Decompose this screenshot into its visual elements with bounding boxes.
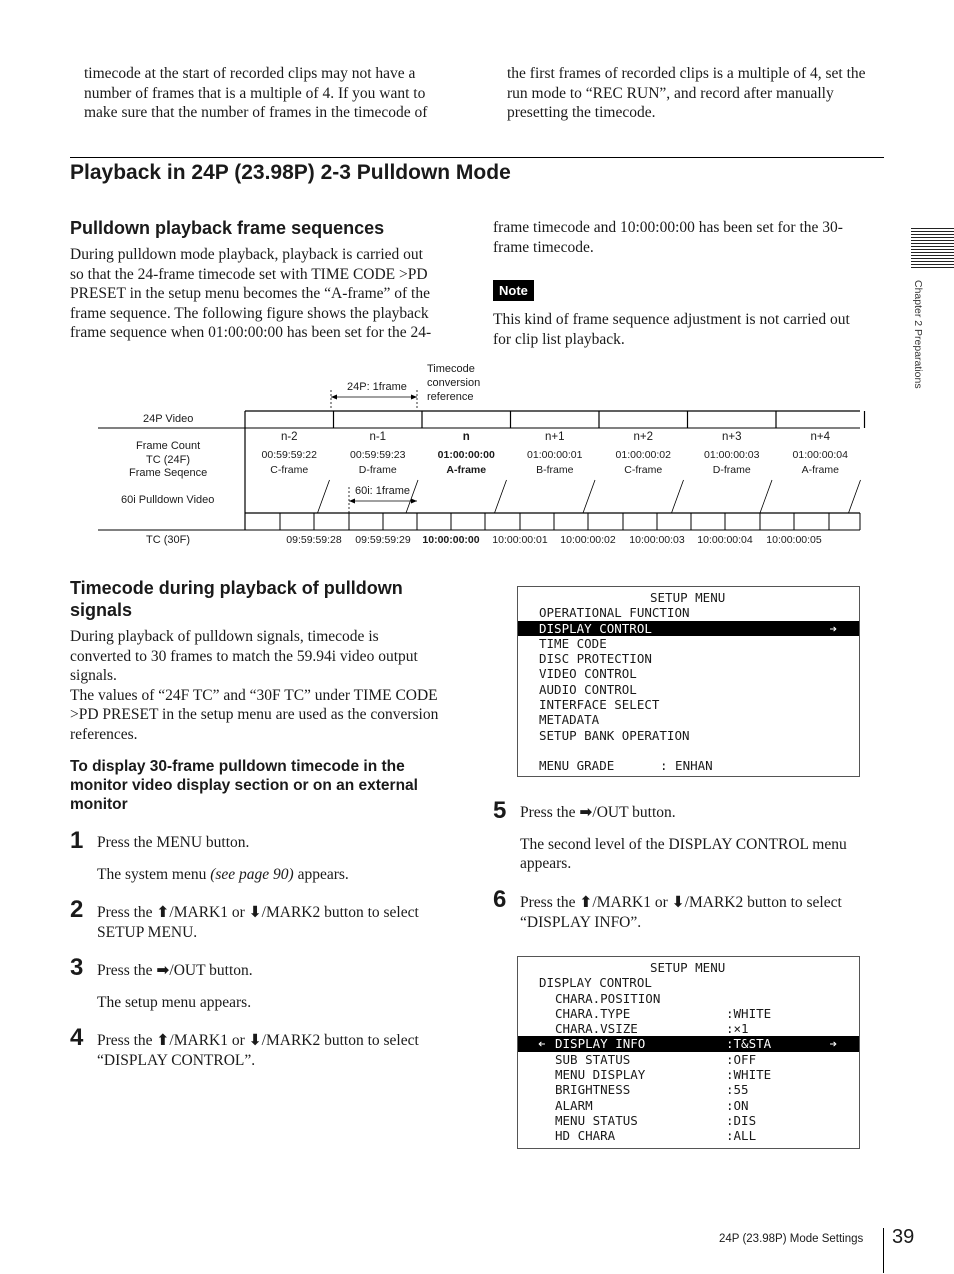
frame-seq: D-frame — [712, 464, 751, 476]
heading-line: Timecode during playback of pulldown — [70, 578, 403, 598]
footer-section: 24P (23.98P) Mode Settings — [719, 1233, 864, 1245]
menu-item-label: DISPLAY INFO — [555, 1036, 646, 1052]
page-number: 39 — [892, 1226, 915, 1248]
menu-item[interactable] — [518, 1128, 859, 1143]
step-number: 4 — [70, 1024, 84, 1051]
section-rule — [70, 157, 884, 158]
text-line: presetting the timecode. — [507, 104, 656, 121]
step-sub: The second level of the DISPLAY CONTROL menu — [520, 835, 847, 853]
text-line: for clip list playback. — [493, 330, 625, 348]
heading-line: To display 30-frame pulldown timecode in the — [70, 758, 405, 775]
text-line: run mode to “REC RUN”, and record after manually — [507, 84, 834, 102]
menu-item-label: HD CHARA — [555, 1128, 616, 1144]
chapter-sidebar — [910, 280, 930, 420]
menu-item[interactable] — [518, 651, 859, 666]
chapter-label: Chapter 2 Preparations — [912, 280, 924, 389]
menu-item[interactable] — [518, 1067, 859, 1082]
step-sub — [97, 865, 477, 885]
text-run: Press the — [520, 804, 580, 821]
menu-item-label: CHARA.VSIZE — [555, 1021, 638, 1037]
text-line: The values of “24F TC” and “30F TC” under TIME CODE — [70, 686, 438, 704]
text-run: Press the — [97, 1032, 157, 1049]
menu-item-value: :WHITE — [726, 1005, 772, 1021]
text-run: appears. — [293, 865, 349, 883]
frame-count: n+1 — [544, 431, 565, 443]
text-run: /OUT button. — [592, 804, 676, 821]
frame-seq: D-frame — [358, 464, 397, 476]
menu-item-value: :DIS — [726, 1112, 757, 1128]
menu-item[interactable] — [518, 605, 859, 620]
step-sub: appears. — [520, 855, 572, 872]
frame-count: n+3 — [721, 431, 742, 443]
step-6 — [520, 893, 900, 932]
arrow-head-right — [411, 395, 417, 400]
tc30-label: 09:59:59:28 — [286, 534, 342, 546]
tc-playback-heading — [70, 577, 470, 621]
pulldown-seq-heading: Pulldown playback frame sequences — [70, 218, 385, 238]
note-badge: Note — [493, 280, 534, 301]
up-arrow-icon: ⬆ — [156, 1031, 170, 1049]
text-run: Press the — [520, 894, 580, 911]
frame-tc24: 01:00:00:02 — [615, 449, 671, 461]
menu-item[interactable] — [518, 1036, 859, 1051]
step-number: 5 — [493, 797, 507, 824]
step-sub: The setup menu appears. — [97, 993, 252, 1011]
menu-items — [518, 605, 859, 743]
row-label-frame-seq: Frame Seqence — [129, 467, 208, 479]
menu-item[interactable] — [518, 1082, 859, 1097]
label-tc-ref-1: Timecode — [427, 363, 475, 375]
text-run: Press the — [97, 962, 157, 979]
right-arrow-icon: ➡ — [579, 803, 593, 821]
row-label-tc24: TC (24F) — [146, 454, 190, 466]
menu-item-label: CHARA.POSITION — [555, 990, 661, 1006]
text-line: During playback of pulldown signals, timecode is — [70, 628, 379, 645]
step-4 — [97, 1031, 477, 1070]
menu-item[interactable] — [518, 636, 859, 651]
note-text — [493, 310, 893, 349]
text-run: The system menu — [97, 865, 211, 883]
text-run: /OUT button. — [169, 962, 253, 979]
text-line: frame sequence. The following figure shows the playback — [70, 304, 429, 322]
step-text: “DISPLAY INFO”. — [520, 913, 642, 931]
chapter-tab-stripes — [911, 228, 954, 270]
up-arrow-icon: ⬆ — [579, 893, 593, 911]
text-line: During pulldown mode playback, playback is carried out — [70, 246, 423, 263]
frame-count: n+4 — [810, 431, 831, 443]
label-tc-ref-3: reference — [427, 391, 474, 403]
footer-rule — [883, 1228, 884, 1273]
page-reference: (see page 90) — [210, 865, 294, 883]
frame-tc24: 00:59:59:23 — [350, 449, 406, 461]
menu-item-label: SUB STATUS — [555, 1051, 631, 1067]
text-line: signals. — [70, 667, 117, 684]
tc-display-subheading — [70, 757, 470, 814]
frame-count: n — [462, 431, 470, 443]
label-60i-frame: 60i: 1frame — [355, 485, 411, 497]
menu-item[interactable] — [518, 682, 859, 697]
tc30-columns — [286, 534, 822, 546]
pulldown-guide-line — [318, 480, 330, 513]
text-run: /MARK1 or — [169, 1032, 249, 1049]
text-run: /MARK1 or — [169, 904, 249, 921]
text-run: /MARK2 button to select — [261, 904, 419, 921]
text-line: the first frames of recorded clips is a multiple of 4, set the — [507, 65, 866, 82]
pulldown-guide-line — [849, 480, 861, 513]
pulldown-guide-line — [495, 480, 507, 513]
menu-item-label: CHARA.TYPE — [555, 1005, 631, 1021]
down-arrow-icon: ⬇ — [671, 893, 685, 911]
pulldown-guide-line — [583, 480, 595, 513]
step-number: 1 — [70, 827, 84, 854]
menu-item-value: :ALL — [726, 1128, 757, 1144]
menu-grade-value: : ENHAN — [660, 758, 713, 774]
menu-item-label: OPERATIONAL FUNCTION — [539, 605, 690, 621]
menu-item[interactable] — [518, 712, 859, 727]
frame-seq: C-frame — [270, 464, 309, 476]
frame-columns — [245, 411, 865, 530]
menu-item-value: :ON — [726, 1097, 749, 1113]
text-line: timecode at the start of recorded clips may not have a — [84, 65, 416, 82]
label-24p-frame: 24P: 1frame — [347, 381, 407, 393]
menu-item-value: :WHITE — [726, 1067, 772, 1083]
frame-seq: A-frame — [801, 464, 839, 476]
step-number: 6 — [493, 886, 507, 913]
pulldown-guide-line — [760, 480, 772, 513]
frame-count: n-2 — [280, 431, 298, 443]
row-label-24p-video: 24P Video — [143, 413, 194, 425]
menu-item[interactable] — [518, 728, 859, 743]
frame-seq: C-frame — [624, 464, 663, 476]
text-line: so that the 24-frame timecode set with TIME CODE >PD — [70, 265, 428, 283]
arrow-head-left — [331, 395, 337, 400]
text-run: /MARK2 button to select — [684, 894, 842, 911]
menu-item-label: INTERFACE SELECT — [539, 697, 660, 713]
menu-item-label: DISPLAY CONTROL — [539, 620, 652, 636]
menu-item-label: DISC PROTECTION — [539, 651, 652, 667]
arrow-head-left — [349, 499, 355, 504]
menu-item-label: ALARM — [555, 1097, 593, 1113]
frame-tc24: 01:00:00:01 — [527, 449, 583, 461]
back-arrow-icon: ➔ — [538, 1036, 546, 1052]
menu-item-value: :55 — [726, 1082, 749, 1098]
menu-item-label: VIDEO CONTROL — [539, 666, 637, 682]
setup-menu-screen-2 — [517, 956, 860, 1149]
menu-item[interactable] — [518, 1098, 859, 1113]
menu-spacer — [518, 743, 859, 758]
menu-item-label: BRIGHTNESS — [555, 1082, 631, 1098]
text-line: frame timecode and 10:00:00:00 has been set for the 30- — [493, 219, 843, 236]
menu-item-label: MENU DISPLAY — [555, 1067, 646, 1083]
menu-item[interactable] — [518, 621, 859, 636]
pulldown-seq-body-right — [493, 218, 893, 257]
menu-item[interactable] — [518, 697, 859, 712]
frame-tc24: 00:59:59:22 — [261, 449, 317, 461]
row-label-frame-count: Frame Count — [136, 440, 201, 452]
step-2 — [97, 903, 477, 942]
menu-item-value: :T&STA — [726, 1036, 772, 1052]
frame-count: n+2 — [633, 431, 654, 443]
text-run: /MARK2 button to select — [261, 1032, 419, 1049]
text-line: This kind of frame sequence adjustment is not carried out — [493, 311, 850, 328]
text-line: >PD PRESET in the setup menu are used as the conversion — [70, 706, 439, 723]
frame-seq: A-frame — [446, 464, 487, 476]
tc30-label: 10:00:00:02 — [560, 534, 616, 546]
step-text — [97, 903, 477, 923]
menu-item-label: METADATA — [539, 712, 600, 728]
step-text: SETUP MENU. — [97, 923, 198, 941]
heading-line: monitor video display section or on an external — [70, 777, 418, 794]
step-text — [520, 803, 900, 823]
menu-title: SETUP MENU — [650, 590, 726, 605]
step-5 — [520, 803, 900, 874]
step-number: 3 — [70, 954, 84, 981]
top-paragraph-right — [507, 64, 897, 123]
tc30-label: 10:00:00:00 — [422, 534, 480, 546]
setup-menu-screen-1 — [517, 586, 860, 777]
pulldown-guide-line — [672, 480, 684, 513]
menu-items — [518, 991, 859, 1144]
step-text — [520, 893, 900, 913]
section-title: Playback in 24P (23.98P) 2-3 Pulldown Mode — [70, 161, 511, 184]
down-arrow-icon: ⬇ — [248, 1031, 262, 1049]
row-label-tc30: TC (30F) — [146, 534, 190, 546]
text-line: references. — [70, 725, 138, 743]
text-run: /MARK1 or — [592, 894, 672, 911]
tc30-label: 10:00:00:01 — [492, 534, 548, 546]
step-number: 2 — [70, 896, 84, 923]
menu-item[interactable] — [518, 1052, 859, 1067]
down-arrow-icon: ⬇ — [248, 903, 262, 921]
frame-tc24: 01:00:00:04 — [792, 449, 848, 461]
tc-playback-body — [70, 627, 470, 744]
menu-grade-row — [518, 758, 859, 773]
menu-item[interactable] — [518, 991, 859, 1006]
tc30-label: 10:00:00:05 — [766, 534, 822, 546]
menu-item-value: :OFF — [726, 1051, 757, 1067]
text-line: frame timecode. — [493, 238, 594, 256]
pulldown-diagram — [60, 355, 870, 555]
step-text: “DISPLAY CONTROL”. — [97, 1051, 256, 1069]
up-arrow-icon: ⬆ — [156, 903, 170, 921]
menu-item[interactable] — [518, 1113, 859, 1128]
menu-grade-label: MENU GRADE — [539, 758, 615, 774]
menu-item-value: :×1 — [726, 1021, 749, 1037]
pulldown-seq-body — [70, 245, 470, 343]
menu-item-label: AUDIO CONTROL — [539, 681, 637, 697]
text-run: Press the — [97, 904, 157, 921]
tc30-label: 10:00:00:03 — [629, 534, 685, 546]
step-text — [97, 1031, 477, 1051]
text-line: make sure that the number of frames in the timecode of — [84, 104, 428, 121]
menu-item-label: TIME CODE — [539, 635, 607, 651]
frame-tc24: 01:00:00:03 — [704, 449, 760, 461]
menu-item[interactable] — [518, 666, 859, 681]
label-tc-ref-2: conversion — [427, 377, 481, 389]
step-text — [97, 961, 477, 981]
heading-line: signals — [70, 600, 133, 620]
row-label-60i: 60i Pulldown Video — [121, 494, 215, 506]
step-3 — [97, 961, 477, 1012]
text-line: frame sequence when 01:00:00:00 has been set for the 24- — [70, 324, 432, 341]
tc30-label: 09:59:59:29 — [355, 534, 411, 546]
menu-item-label: MENU STATUS — [555, 1112, 638, 1128]
step-text: Press the MENU button. — [97, 834, 250, 851]
menu-item[interactable] — [518, 1006, 859, 1021]
frame-count: n-1 — [369, 431, 387, 443]
frame-tc24: 01:00:00:00 — [437, 449, 495, 461]
text-line: converted to 30 frames to match the 59.94i video output — [70, 647, 418, 665]
menu-parent: DISPLAY CONTROL — [539, 975, 652, 991]
frame-seq: B-frame — [536, 464, 574, 476]
text-line: number of frames that is a multiple of 4. If you want to — [84, 84, 426, 102]
submenu-arrow-icon: ➔ — [829, 1036, 837, 1052]
menu-title: SETUP MENU — [650, 960, 726, 975]
submenu-arrow-icon: ➔ — [829, 620, 837, 636]
menu-item[interactable] — [518, 1021, 859, 1036]
tc30-label: 10:00:00:04 — [697, 534, 753, 546]
menu-item-label: SETUP BANK OPERATION — [539, 727, 690, 743]
right-arrow-icon: ➡ — [156, 961, 170, 979]
step-1 — [97, 833, 477, 884]
arrow-head-right — [411, 499, 417, 504]
text-line: PRESET in the setup menu becomes the “A-frame” of the — [70, 285, 430, 302]
top-paragraph-left — [84, 64, 474, 123]
heading-line: monitor — [70, 796, 128, 813]
